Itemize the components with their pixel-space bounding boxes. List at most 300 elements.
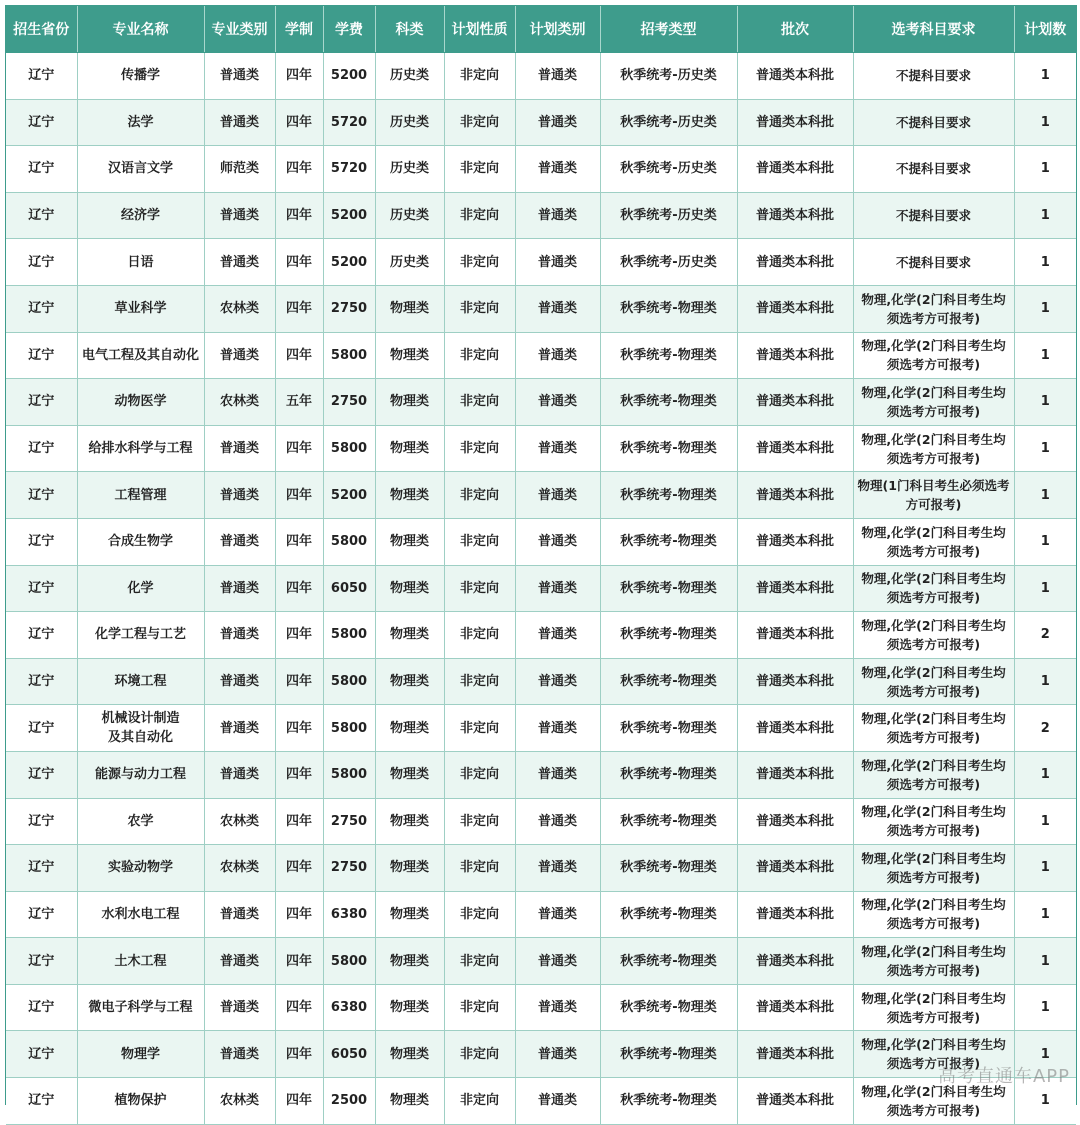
cell-major-name: 微电子科学与工程 <box>77 984 204 1031</box>
cell-subject-track: 物理类 <box>375 1078 444 1125</box>
cell-admission-type: 秋季统考-物理类 <box>600 285 737 332</box>
cell-subject-requirement: 物理,化学(2门科目考生均须选考方可报考) <box>853 332 1014 379</box>
cell-plan-nature: 非定向 <box>444 798 515 845</box>
cell-admission-type: 秋季统考-物理类 <box>600 425 737 472</box>
cell-plan-category: 普通类 <box>515 518 600 565</box>
cell-subject-requirement: 物理,化学(2门科目考生均须选考方可报考) <box>853 285 1014 332</box>
cell-admission-type: 秋季统考-物理类 <box>600 612 737 659</box>
table-row <box>6 1078 1076 1125</box>
table-row <box>6 379 1076 426</box>
cell-plan-count: 1 <box>1014 192 1076 239</box>
cell-tuition: 5200 <box>323 53 375 100</box>
cell-batch: 普通类本科批 <box>737 984 853 1031</box>
cell-plan-nature: 非定向 <box>444 425 515 472</box>
cell-subject-track: 物理类 <box>375 751 444 798</box>
table-row <box>6 705 1076 752</box>
header-batch: 批次 <box>737 6 853 53</box>
cell-major-category: 普通类 <box>204 984 275 1031</box>
cell-duration: 四年 <box>275 845 323 892</box>
cell-major-category: 农林类 <box>204 798 275 845</box>
cell-province: 辽宁 <box>6 99 77 146</box>
cell-tuition: 5720 <box>323 146 375 193</box>
cell-subject-requirement: 不提科目要求 <box>853 146 1014 193</box>
table-row <box>6 891 1076 938</box>
cell-tuition: 5800 <box>323 751 375 798</box>
cell-tuition: 5200 <box>323 472 375 519</box>
cell-subject-track: 物理类 <box>375 938 444 985</box>
cell-major-name: 经济学 <box>77 192 204 239</box>
cell-plan-nature: 非定向 <box>444 146 515 193</box>
cell-plan-nature: 非定向 <box>444 239 515 286</box>
header-major-category: 专业类别 <box>204 6 275 53</box>
cell-tuition: 5200 <box>323 239 375 286</box>
cell-plan-nature: 非定向 <box>444 1078 515 1125</box>
cell-plan-category: 普通类 <box>515 845 600 892</box>
cell-batch: 普通类本科批 <box>737 379 853 426</box>
cell-admission-type: 秋季统考-物理类 <box>600 379 737 426</box>
cell-plan-category: 普通类 <box>515 472 600 519</box>
cell-plan-nature: 非定向 <box>444 705 515 752</box>
cell-duration: 四年 <box>275 612 323 659</box>
cell-major-name: 法学 <box>77 99 204 146</box>
cell-subject-track: 历史类 <box>375 53 444 100</box>
cell-admission-type: 秋季统考-物理类 <box>600 705 737 752</box>
cell-plan-count: 1 <box>1014 1078 1076 1125</box>
cell-major-category: 普通类 <box>204 239 275 286</box>
cell-subject-track: 物理类 <box>375 285 444 332</box>
cell-subject-track: 物理类 <box>375 984 444 1031</box>
cell-subject-requirement: 物理,化学(2门科目考生均须选考方可报考) <box>853 891 1014 938</box>
cell-province: 辽宁 <box>6 425 77 472</box>
cell-major-name: 农学 <box>77 798 204 845</box>
cell-plan-nature: 非定向 <box>444 891 515 938</box>
cell-subject-requirement: 不提科目要求 <box>853 239 1014 286</box>
cell-plan-count: 1 <box>1014 565 1076 612</box>
cell-plan-nature: 非定向 <box>444 612 515 659</box>
cell-plan-category: 普通类 <box>515 332 600 379</box>
admission-plan-table-frame <box>5 5 1077 1118</box>
cell-subject-track: 历史类 <box>375 192 444 239</box>
cell-province: 辽宁 <box>6 798 77 845</box>
cell-plan-category: 普通类 <box>515 565 600 612</box>
cell-plan-count: 1 <box>1014 99 1076 146</box>
header-plan-nature: 计划性质 <box>444 6 515 53</box>
table-row <box>6 984 1076 1031</box>
cell-subject-requirement: 物理,化学(2门科目考生均须选考方可报考) <box>853 1078 1014 1125</box>
cell-plan-nature: 非定向 <box>444 565 515 612</box>
cell-major-category: 普通类 <box>204 612 275 659</box>
cell-plan-category: 普通类 <box>515 146 600 193</box>
cell-plan-category: 普通类 <box>515 751 600 798</box>
cell-batch: 普通类本科批 <box>737 146 853 193</box>
cell-tuition: 2750 <box>323 285 375 332</box>
cell-major-name: 能源与动力工程 <box>77 751 204 798</box>
cell-province: 辽宁 <box>6 938 77 985</box>
cell-plan-category: 普通类 <box>515 1078 600 1125</box>
cell-major-name: 化学 <box>77 565 204 612</box>
cell-plan-category: 普通类 <box>515 379 600 426</box>
cell-plan-nature: 非定向 <box>444 53 515 100</box>
cell-duration: 四年 <box>275 751 323 798</box>
cell-province: 辽宁 <box>6 146 77 193</box>
cell-province: 辽宁 <box>6 518 77 565</box>
cell-subject-requirement: 物理,化学(2门科目考生均须选考方可报考) <box>853 705 1014 752</box>
cell-plan-nature: 非定向 <box>444 332 515 379</box>
cell-duration: 四年 <box>275 332 323 379</box>
cell-subject-track: 历史类 <box>375 239 444 286</box>
cell-admission-type: 秋季统考-物理类 <box>600 472 737 519</box>
cell-duration: 四年 <box>275 984 323 1031</box>
cell-admission-type: 秋季统考-物理类 <box>600 798 737 845</box>
table-row <box>6 192 1076 239</box>
cell-major-category: 普通类 <box>204 332 275 379</box>
cell-admission-type: 秋季统考-物理类 <box>600 518 737 565</box>
cell-subject-requirement: 不提科目要求 <box>853 192 1014 239</box>
cell-plan-count: 1 <box>1014 239 1076 286</box>
cell-major-name: 电气工程及其自动化 <box>77 332 204 379</box>
cell-admission-type: 秋季统考-历史类 <box>600 146 737 193</box>
cell-plan-category: 普通类 <box>515 938 600 985</box>
cell-tuition: 5800 <box>323 938 375 985</box>
table-row <box>6 565 1076 612</box>
cell-subject-track: 历史类 <box>375 99 444 146</box>
header-province: 招生省份 <box>6 6 77 53</box>
cell-plan-nature: 非定向 <box>444 938 515 985</box>
cell-province: 辽宁 <box>6 612 77 659</box>
cell-batch: 普通类本科批 <box>737 53 853 100</box>
cell-plan-count: 1 <box>1014 332 1076 379</box>
cell-plan-nature: 非定向 <box>444 751 515 798</box>
cell-batch: 普通类本科批 <box>737 99 853 146</box>
header-admission-type: 招考类型 <box>600 6 737 53</box>
table-row <box>6 53 1076 100</box>
cell-tuition: 6380 <box>323 891 375 938</box>
cell-admission-type: 秋季统考-物理类 <box>600 938 737 985</box>
cell-major-name: 传播学 <box>77 53 204 100</box>
cell-province: 辽宁 <box>6 1078 77 1125</box>
cell-major-name: 植物保护 <box>77 1078 204 1125</box>
cell-batch: 普通类本科批 <box>737 891 853 938</box>
cell-tuition: 2500 <box>323 1078 375 1125</box>
cell-admission-type: 秋季统考-物理类 <box>600 565 737 612</box>
cell-major-category: 普通类 <box>204 99 275 146</box>
table-row <box>6 472 1076 519</box>
cell-tuition: 6050 <box>323 1031 375 1078</box>
cell-tuition: 6050 <box>323 565 375 612</box>
cell-batch: 普通类本科批 <box>737 425 853 472</box>
cell-tuition: 5720 <box>323 99 375 146</box>
cell-plan-nature: 非定向 <box>444 518 515 565</box>
cell-plan-nature: 非定向 <box>444 472 515 519</box>
table-row <box>6 332 1076 379</box>
watermark-text: 高考直通车APP <box>937 1066 1070 1087</box>
cell-subject-track: 物理类 <box>375 379 444 426</box>
cell-subject-requirement: 物理,化学(2门科目考生均须选考方可报考) <box>853 518 1014 565</box>
cell-province: 辽宁 <box>6 984 77 1031</box>
cell-province: 辽宁 <box>6 472 77 519</box>
cell-plan-count: 1 <box>1014 1031 1076 1078</box>
cell-tuition: 2750 <box>323 798 375 845</box>
cell-major-name: 物理学 <box>77 1031 204 1078</box>
cell-plan-category: 普通类 <box>515 192 600 239</box>
cell-plan-nature: 非定向 <box>444 379 515 426</box>
cell-major-category: 农林类 <box>204 285 275 332</box>
cell-duration: 四年 <box>275 518 323 565</box>
cell-major-category: 师范类 <box>204 146 275 193</box>
cell-admission-type: 秋季统考-物理类 <box>600 1031 737 1078</box>
cell-tuition: 2750 <box>323 379 375 426</box>
cell-duration: 四年 <box>275 99 323 146</box>
table-row <box>6 798 1076 845</box>
cell-subject-track: 物理类 <box>375 798 444 845</box>
cell-major-name: 环境工程 <box>77 658 204 705</box>
cell-province: 辽宁 <box>6 751 77 798</box>
cell-tuition: 6380 <box>323 984 375 1031</box>
cell-plan-count: 2 <box>1014 612 1076 659</box>
table-row <box>6 938 1076 985</box>
cell-batch: 普通类本科批 <box>737 938 853 985</box>
cell-subject-requirement: 物理,化学(2门科目考生均须选考方可报考) <box>853 938 1014 985</box>
cell-plan-count: 1 <box>1014 379 1076 426</box>
cell-major-name: 动物医学 <box>77 379 204 426</box>
table-row <box>6 425 1076 472</box>
header-subject-track: 科类 <box>375 6 444 53</box>
cell-province: 辽宁 <box>6 285 77 332</box>
cell-batch: 普通类本科批 <box>737 332 853 379</box>
cell-batch: 普通类本科批 <box>737 845 853 892</box>
cell-subject-track: 物理类 <box>375 472 444 519</box>
cell-province: 辽宁 <box>6 1031 77 1078</box>
cell-plan-count: 1 <box>1014 146 1076 193</box>
cell-plan-category: 普通类 <box>515 705 600 752</box>
cell-tuition: 5800 <box>323 705 375 752</box>
cell-major-category: 普通类 <box>204 938 275 985</box>
cell-admission-type: 秋季统考-物理类 <box>600 984 737 1031</box>
cell-tuition: 5800 <box>323 518 375 565</box>
cell-subject-track: 物理类 <box>375 891 444 938</box>
cell-admission-type: 秋季统考-物理类 <box>600 891 737 938</box>
table-row <box>6 99 1076 146</box>
cell-subject-track: 物理类 <box>375 565 444 612</box>
cell-major-name: 给排水科学与工程 <box>77 425 204 472</box>
cell-plan-count: 1 <box>1014 658 1076 705</box>
cell-plan-count: 1 <box>1014 938 1076 985</box>
cell-plan-category: 普通类 <box>515 658 600 705</box>
cell-plan-count: 1 <box>1014 472 1076 519</box>
cell-province: 辽宁 <box>6 379 77 426</box>
cell-plan-count: 1 <box>1014 285 1076 332</box>
header-duration: 学制 <box>275 6 323 53</box>
table-row <box>6 285 1076 332</box>
cell-major-name: 土木工程 <box>77 938 204 985</box>
cell-subject-requirement: 不提科目要求 <box>853 53 1014 100</box>
cell-plan-count: 1 <box>1014 891 1076 938</box>
cell-plan-count: 1 <box>1014 53 1076 100</box>
cell-batch: 普通类本科批 <box>737 751 853 798</box>
cell-subject-track: 物理类 <box>375 658 444 705</box>
cell-plan-count: 2 <box>1014 705 1076 752</box>
cell-admission-type: 秋季统考-历史类 <box>600 239 737 286</box>
cell-plan-category: 普通类 <box>515 1031 600 1078</box>
cell-major-name: 合成生物学 <box>77 518 204 565</box>
cell-batch: 普通类本科批 <box>737 1078 853 1125</box>
cell-tuition: 5800 <box>323 425 375 472</box>
cell-batch: 普通类本科批 <box>737 565 853 612</box>
cell-plan-nature: 非定向 <box>444 192 515 239</box>
cell-admission-type: 秋季统考-物理类 <box>600 845 737 892</box>
cell-tuition: 5800 <box>323 332 375 379</box>
cell-plan-count: 1 <box>1014 751 1076 798</box>
cell-admission-type: 秋季统考-历史类 <box>600 192 737 239</box>
cell-plan-nature: 非定向 <box>444 99 515 146</box>
cell-batch: 普通类本科批 <box>737 192 853 239</box>
cell-duration: 四年 <box>275 798 323 845</box>
cell-subject-track: 物理类 <box>375 518 444 565</box>
cell-major-category: 农林类 <box>204 1078 275 1125</box>
cell-tuition: 5200 <box>323 192 375 239</box>
cell-province: 辽宁 <box>6 565 77 612</box>
cell-major-category: 农林类 <box>204 845 275 892</box>
table-row <box>6 612 1076 659</box>
table-row <box>6 518 1076 565</box>
cell-duration: 四年 <box>275 425 323 472</box>
cell-plan-count: 1 <box>1014 425 1076 472</box>
table-row <box>6 845 1076 892</box>
cell-subject-track: 物理类 <box>375 1031 444 1078</box>
cell-subject-track: 物理类 <box>375 332 444 379</box>
cell-major-name: 机械设计制造 及其自动化 <box>77 705 204 752</box>
cell-major-name: 草业科学 <box>77 285 204 332</box>
cell-major-category: 普通类 <box>204 658 275 705</box>
cell-major-name: 水利水电工程 <box>77 891 204 938</box>
cell-plan-count: 1 <box>1014 984 1076 1031</box>
cell-plan-nature: 非定向 <box>444 658 515 705</box>
cell-duration: 四年 <box>275 1031 323 1078</box>
cell-duration: 四年 <box>275 658 323 705</box>
cell-major-category: 普通类 <box>204 891 275 938</box>
cell-major-name: 工程管理 <box>77 472 204 519</box>
header-tuition: 学费 <box>323 6 375 53</box>
cell-admission-type: 秋季统考-历史类 <box>600 99 737 146</box>
cell-plan-category: 普通类 <box>515 798 600 845</box>
cell-province: 辽宁 <box>6 53 77 100</box>
table-row <box>6 239 1076 286</box>
header-major-name: 专业名称 <box>77 6 204 53</box>
cell-subject-requirement: 物理,化学(2门科目考生均须选考方可报考) <box>853 612 1014 659</box>
cell-subject-track: 物理类 <box>375 425 444 472</box>
cell-major-category: 普通类 <box>204 518 275 565</box>
cell-plan-category: 普通类 <box>515 285 600 332</box>
cell-major-category: 普通类 <box>204 1031 275 1078</box>
header-plan-count: 计划数 <box>1014 6 1076 53</box>
cell-batch: 普通类本科批 <box>737 518 853 565</box>
cell-plan-category: 普通类 <box>515 53 600 100</box>
header-subject-requirement: 选考科目要求 <box>853 6 1014 53</box>
cell-subject-requirement: 物理,化学(2门科目考生均须选考方可报考) <box>853 845 1014 892</box>
cell-batch: 普通类本科批 <box>737 798 853 845</box>
cell-duration: 四年 <box>275 1078 323 1125</box>
cell-subject-requirement: 物理,化学(2门科目考生均须选考方可报考) <box>853 798 1014 845</box>
cell-subject-track: 物理类 <box>375 845 444 892</box>
table-row <box>6 146 1076 193</box>
cell-subject-track: 历史类 <box>375 146 444 193</box>
admission-plan-table <box>6 6 1076 1125</box>
cell-subject-requirement: 不提科目要求 <box>853 99 1014 146</box>
cell-subject-requirement: 物理,化学(2门科目考生均须选考方可报考) <box>853 658 1014 705</box>
cell-plan-category: 普通类 <box>515 891 600 938</box>
cell-province: 辽宁 <box>6 192 77 239</box>
cell-plan-category: 普通类 <box>515 425 600 472</box>
cell-province: 辽宁 <box>6 845 77 892</box>
cell-duration: 五年 <box>275 379 323 426</box>
cell-major-category: 普通类 <box>204 565 275 612</box>
cell-duration: 四年 <box>275 938 323 985</box>
cell-tuition: 5800 <box>323 658 375 705</box>
cell-duration: 四年 <box>275 239 323 286</box>
cell-major-name: 日语 <box>77 239 204 286</box>
cell-admission-type: 秋季统考-历史类 <box>600 53 737 100</box>
cell-plan-nature: 非定向 <box>444 845 515 892</box>
cell-duration: 四年 <box>275 146 323 193</box>
cell-major-category: 农林类 <box>204 379 275 426</box>
cell-admission-type: 秋季统考-物理类 <box>600 332 737 379</box>
cell-plan-nature: 非定向 <box>444 1031 515 1078</box>
cell-plan-nature: 非定向 <box>444 285 515 332</box>
cell-batch: 普通类本科批 <box>737 1031 853 1078</box>
cell-plan-category: 普通类 <box>515 984 600 1031</box>
cell-plan-category: 普通类 <box>515 239 600 286</box>
cell-major-category: 普通类 <box>204 705 275 752</box>
cell-plan-category: 普通类 <box>515 99 600 146</box>
cell-plan-nature: 非定向 <box>444 984 515 1031</box>
cell-province: 辽宁 <box>6 891 77 938</box>
table-body <box>6 53 1076 1125</box>
cell-province: 辽宁 <box>6 705 77 752</box>
cell-subject-requirement: 物理,化学(2门科目考生均须选考方可报考) <box>853 751 1014 798</box>
cell-major-category: 普通类 <box>204 192 275 239</box>
cell-duration: 四年 <box>275 565 323 612</box>
cell-major-name: 汉语言文学 <box>77 146 204 193</box>
cell-batch: 普通类本科批 <box>737 612 853 659</box>
cell-plan-count: 1 <box>1014 845 1076 892</box>
header-plan-category: 计划类别 <box>515 6 600 53</box>
cell-subject-requirement: 物理,化学(2门科目考生均须选考方可报考) <box>853 565 1014 612</box>
cell-subject-requirement: 物理,化学(2门科目考生均须选考方可报考) <box>853 425 1014 472</box>
cell-province: 辽宁 <box>6 239 77 286</box>
cell-subject-track: 物理类 <box>375 705 444 752</box>
cell-batch: 普通类本科批 <box>737 658 853 705</box>
cell-major-name: 化学工程与工艺 <box>77 612 204 659</box>
cell-major-category: 普通类 <box>204 425 275 472</box>
table-row <box>6 1031 1076 1078</box>
cell-subject-requirement: 物理,化学(2门科目考生均须选考方可报考) <box>853 1031 1014 1078</box>
cell-province: 辽宁 <box>6 658 77 705</box>
cell-batch: 普通类本科批 <box>737 705 853 752</box>
cell-duration: 四年 <box>275 53 323 100</box>
cell-plan-count: 1 <box>1014 798 1076 845</box>
cell-major-category: 普通类 <box>204 751 275 798</box>
cell-duration: 四年 <box>275 192 323 239</box>
table-row <box>6 658 1076 705</box>
cell-plan-count: 1 <box>1014 518 1076 565</box>
cell-tuition: 2750 <box>323 845 375 892</box>
cell-duration: 四年 <box>275 891 323 938</box>
table-header-row <box>6 6 1076 53</box>
cell-duration: 四年 <box>275 705 323 752</box>
cell-subject-requirement: 物理,化学(2门科目考生均须选考方可报考) <box>853 379 1014 426</box>
cell-batch: 普通类本科批 <box>737 239 853 286</box>
cell-subject-requirement: 物理,化学(2门科目考生均须选考方可报考) <box>853 984 1014 1031</box>
